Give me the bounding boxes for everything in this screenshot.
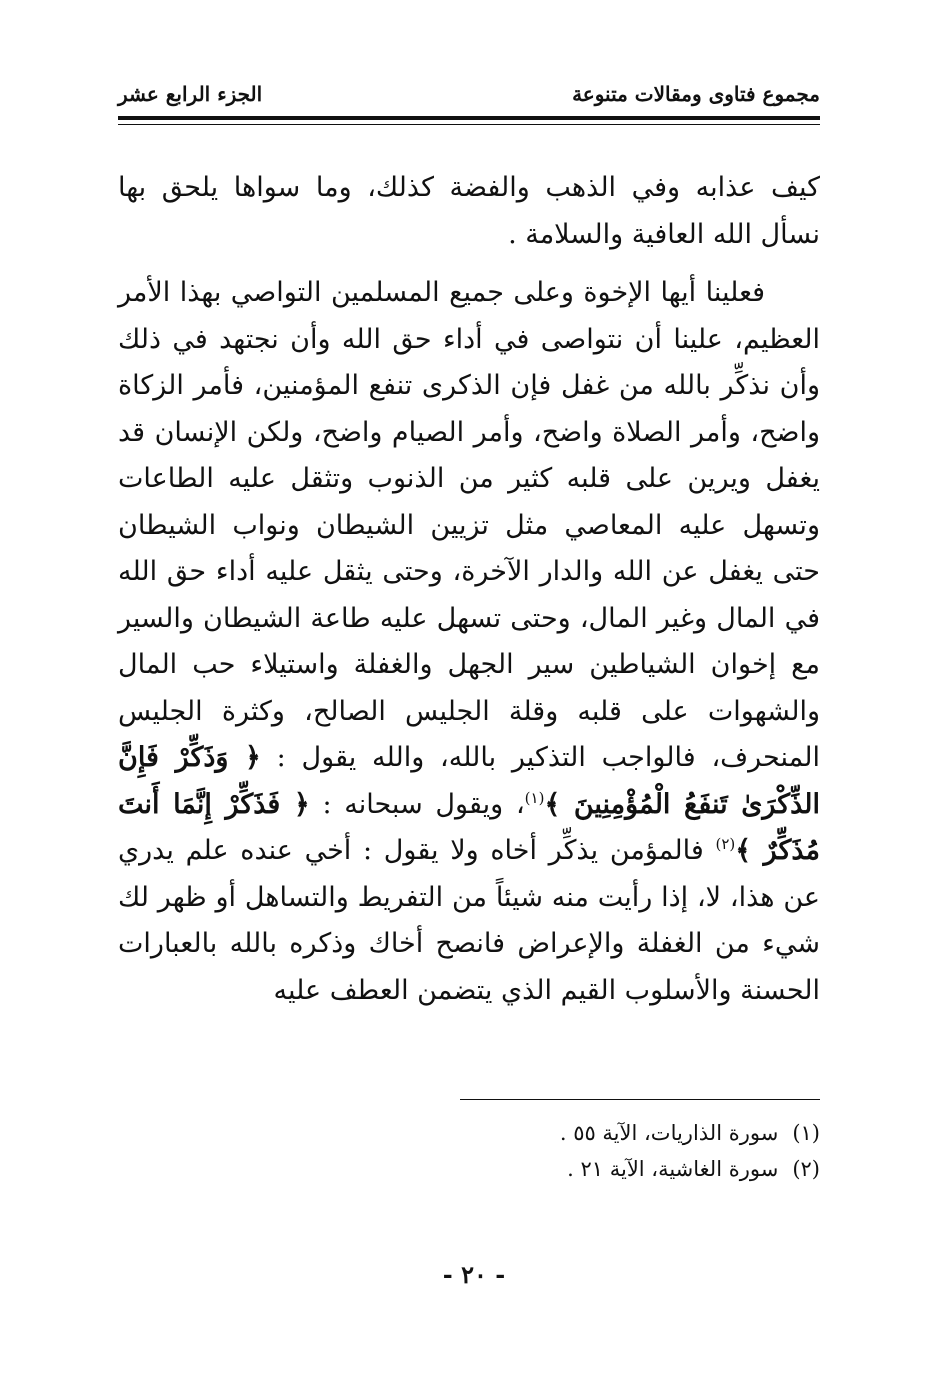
quran-verse: ﴿ وَذَكِّرْ فَإِنَّ الذِّكْرَىٰ تَنفَعُ الْمُؤْمِنِينَ ﴾	[118, 742, 821, 820]
footnote-number: (٢)	[792, 1157, 820, 1181]
page-number: - ٢٠ -	[442, 1260, 506, 1289]
paragraph	[118, 270, 820, 1014]
main-text	[118, 165, 820, 1014]
header-rule-thin	[118, 124, 820, 125]
footnote-number: (١)	[792, 1121, 820, 1145]
paragraph-segment: ، ويقول سبحانه :	[322, 788, 525, 820]
running-header	[118, 82, 820, 112]
footnote-text: سورة الذاريات، الآية ٥٥ .	[559, 1121, 779, 1145]
paragraph-segment: فالمؤمن يذكِّر أخاه ولا يقول : أخي عنده علم يدري عن هذا، لا، إذا رأيت منه شيئاً من التفريط والتساهل أو ظهر لك شيء من الغفلة والإعراض فانصح أخاك وذكره بالله بالعبارات الحسنة والأسلوب القيم الذي يتضمن العطف عليه	[118, 835, 820, 1006]
footnote-ref: (١)	[524, 788, 545, 807]
footnote-ref: (٢)	[715, 835, 736, 853]
header-rule-thick	[118, 116, 820, 120]
footnotes	[320, 1115, 820, 1187]
footnote-text: سورة الغاشية، الآية ٢١ .	[567, 1157, 779, 1181]
book-title: مجموع فتاوى ومقالات متنوعة	[572, 82, 820, 106]
footnote	[320, 1151, 820, 1187]
quran-verse: ﴿ فَذَكِّرْ إِنَّمَا أَنتَ مُذَكِّرٌ ﴾	[118, 788, 820, 866]
part-label: الجزء الرابع عشر	[118, 82, 263, 106]
footnote-separator	[460, 1099, 820, 1100]
paragraph-segment: فعلينا أيها الإخوة وعلى جميع المسلمين التواصي بهذا الأمر العظيم، علينا أن نتواصى في أداء حق الله وأن نجتهد في ذلك وأن نذكِّر بالله من غفل فإن الذكرى تنفع المؤمنين، فأمر الزكاة واضح، وأمر الصلاة واضح، وأمر الصيام واضح، ولكن الإنسان قد يغفل ويرين على قلبه كثير من الذنوب وتثقل عليه الطاعات وتسهل عليه المعاصي مثل تزيين الشيطان ونواب الشيطان حتى يغفل عن الله والدار الآخرة، وحتى يثقل عليه أداء حق الله في المال وغير المال، وحتى تسهل عليه طاعة الشيطان والسير مع إخوان الشياطين سير الجهل والغفلة واستيلاء حب المال والشهوات على قلبه وقلة الجليس الصالح، وكثرة الجليس المنحرف، فالواجب التذكير بالله، والله يقول :	[118, 277, 820, 773]
footnote	[320, 1115, 820, 1151]
paragraph: كيف عذابه وفي الذهب والفضة كذلك، وما سواها يلحق بها نسأل الله العافية والسلامة .	[118, 172, 820, 250]
